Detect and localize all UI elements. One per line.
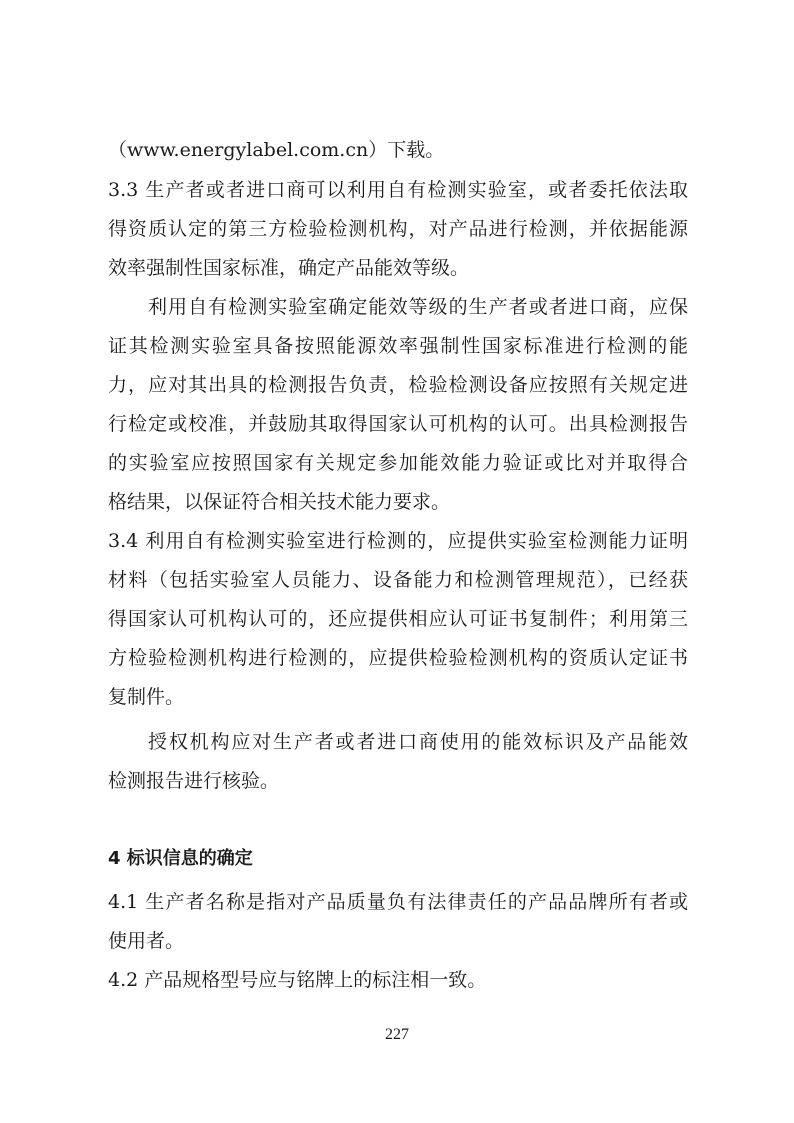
text-line: 检测报告进行核验。	[108, 770, 280, 792]
text-line: 得资质认定的第三方检验检测机构，对产品进行检测，并依据能源	[108, 218, 688, 240]
text-line: 3.4 利用自有检测实验室进行检测的，应提供实验室检测能力证明	[108, 530, 688, 552]
text-line: 格结果，以保证符合相关技术能力要求。	[108, 491, 451, 513]
text-line: 复制件。	[108, 686, 185, 708]
text-line: 得国家认可机构认可的，还应提供相应认可证书复制件；利用第三	[108, 608, 688, 630]
text-line: 授权机构应对生产者或者进口商使用的能效标识及产品能效	[148, 731, 688, 753]
section-heading: 4 标识信息的确定	[108, 848, 253, 869]
text-line: 3.3 生产者或者进口商可以利用自有检测实验室，或者委托依法取	[108, 179, 688, 201]
page-number: 227	[385, 1026, 409, 1043]
text-line: 的实验室应按照国家有关规定参加能效能力验证或比对并取得合	[108, 452, 688, 474]
text-line: 使用者。	[108, 930, 185, 952]
text-line: （www.energylabel.com.cn）下载。	[108, 139, 445, 161]
text-line: 利用自有检测实验室确定能效等级的生产者或者进口商，应保	[148, 296, 688, 318]
text-line: 4.2 产品规格型号应与铭牌上的标注相一致。	[108, 969, 487, 991]
text-line: 方检验检测机构进行检测的，应提供检验检测机构的资质认定证书	[108, 647, 688, 669]
text-line: 材料（包括实验室人员能力、设备能力和检测管理规范），已经获	[108, 569, 688, 591]
text-line: 4.1 生产者名称是指对产品质量负有法律责任的产品品牌所有者或	[108, 891, 688, 913]
text-line: 证其检测实验室具备按照能源效率强制性国家标准进行检测的能	[108, 335, 688, 357]
text-line: 行检定或校准，并鼓励其取得国家认可机构的认可。出具检测报告	[108, 413, 688, 435]
text-line: 力，应对其出具的检测报告负责，检验检测设备应按照有关规定进	[108, 374, 688, 396]
text-line: 效率强制性国家标准，确定产品能效等级。	[108, 257, 470, 279]
